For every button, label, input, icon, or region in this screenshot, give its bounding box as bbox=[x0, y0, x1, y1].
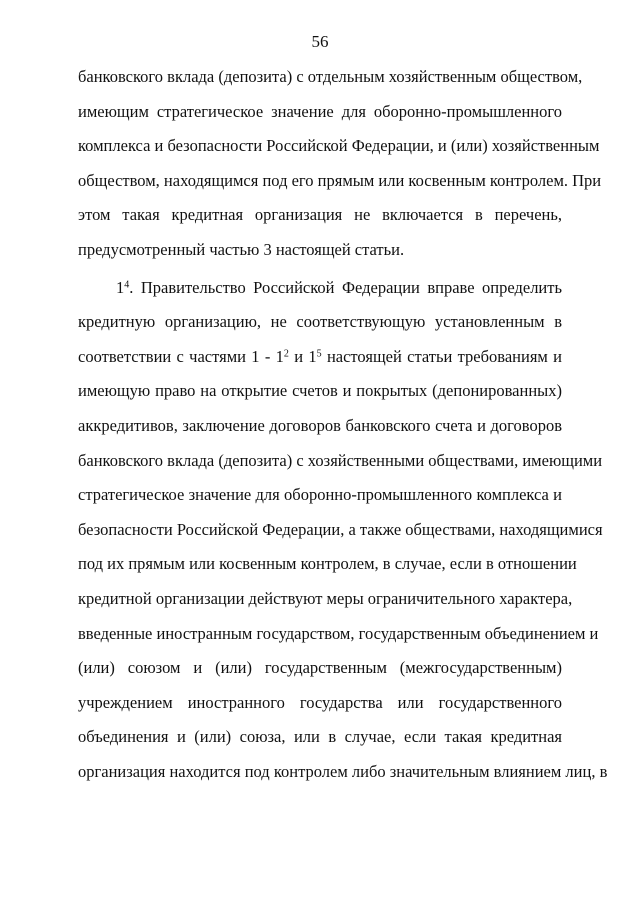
text-line: этом такая кредитная организация не включается в перечень, bbox=[78, 205, 562, 225]
text-line: кредитной организации действуют меры ограничительного характера, bbox=[78, 588, 573, 608]
text-line-first bbox=[78, 271, 562, 306]
text-line: комплекса и безопасности Российской Федерации, и (или) хозяйственным bbox=[78, 136, 600, 156]
text-line: под их прямым или косвенным контролем, в случае, если в отношении bbox=[78, 554, 577, 574]
text-fragment: соответствии с частями 1 - 1 bbox=[78, 346, 284, 366]
document-body bbox=[78, 60, 608, 789]
text-line: имеющим стратегическое значение для оборонно-промышленного bbox=[78, 101, 562, 121]
text-line: имеющую право на открытие счетов и покрытых (депонированных) bbox=[78, 381, 562, 401]
clause-superscript: 4 bbox=[124, 279, 130, 291]
text-line: банковского вклада (депозита) с отдельным хозяйственным обществом, bbox=[78, 67, 583, 86]
text-line-with-superscripts bbox=[78, 340, 562, 375]
text-line: объединения и (или) союза, или в случае, если такая кредитная bbox=[78, 727, 562, 747]
text-line: кредитную организацию, не соответствующую установленным в bbox=[78, 312, 562, 332]
text-line: обществом, находящимся под его прямым или косвенным контролем. При bbox=[78, 170, 602, 190]
text-line: учреждением иностранного государства или государственного bbox=[78, 692, 562, 712]
text-line: стратегическое значение для оборонно-промышленного комплекса и bbox=[78, 485, 562, 505]
text-line: предусмотренный частью 3 настоящей статьи. bbox=[78, 239, 405, 259]
paragraph-1 bbox=[78, 60, 602, 268]
text-line: организация находится под контролем либо значительным влиянием лиц, в bbox=[78, 761, 608, 781]
text-fragment: . Правительство Российской Федерации вправе определить bbox=[129, 277, 562, 297]
text-line: введенные иностранным государством, государственным объединением и bbox=[78, 623, 599, 643]
text-line: банковского вклада (депозита) с хозяйственными обществами, имеющими bbox=[78, 450, 603, 470]
superscript: 2 bbox=[283, 348, 289, 360]
text-line: аккредитивов, заключение договоров банковского счета и договоров bbox=[78, 415, 562, 435]
superscript: 5 bbox=[316, 348, 322, 360]
page-number: 56 bbox=[311, 32, 329, 51]
text-fragment: и 1 bbox=[288, 346, 317, 366]
text-fragment: настоящей статьи требованиям и bbox=[321, 346, 562, 366]
clause-number: 1 bbox=[116, 277, 125, 297]
text-line: (или) союзом и (или) государственным (межгосударственным) bbox=[78, 658, 562, 678]
paragraph-2 bbox=[78, 271, 608, 790]
text-line: безопасности Российской Федерации, а также обществами, находящимися bbox=[78, 519, 603, 539]
